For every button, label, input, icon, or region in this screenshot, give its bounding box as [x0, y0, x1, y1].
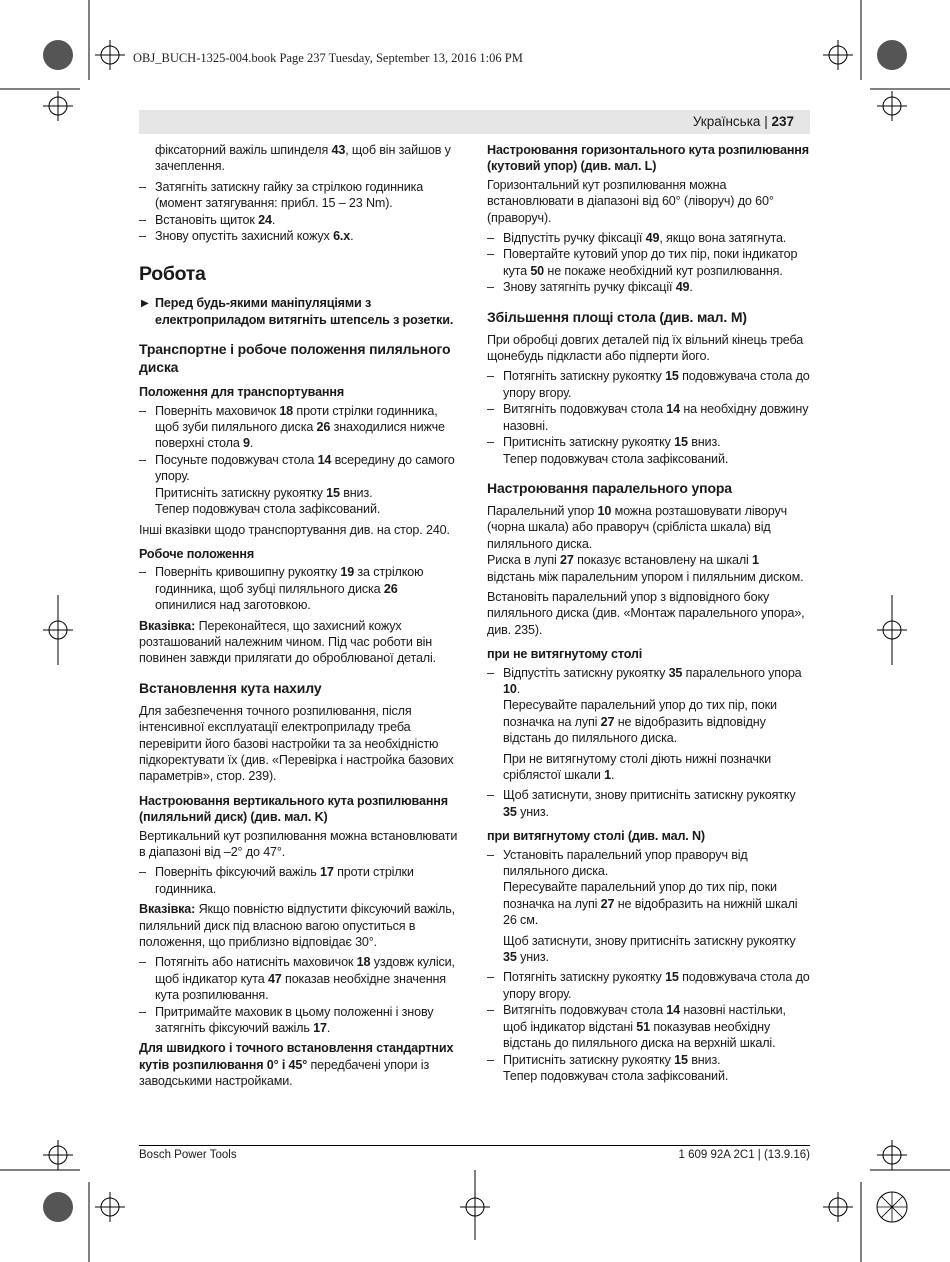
text-run: вниз.	[339, 485, 373, 500]
bold-text: 6.x	[333, 229, 351, 244]
bold-text: 47	[267, 971, 282, 986]
bold-text: 27	[560, 553, 574, 568]
text-run: .	[516, 681, 521, 696]
text-run: .	[350, 229, 354, 244]
bold-text: 50	[530, 263, 545, 278]
text-run: Притисніть затискну рукоятку	[503, 435, 675, 450]
footer-publisher: Bosch Power Tools	[139, 1149, 237, 1161]
text-run: на необхідну довжину назовні.	[503, 402, 809, 433]
text-run: назовні настільки, щоб індикатор відстані	[503, 1003, 786, 1034]
bold-text: 10	[597, 503, 612, 518]
text-run: проти стрілки годинника, щоб зуби пиляльного диска	[155, 403, 438, 435]
text-run: Повертайте кутовий упор до тих пір, поки індикатор кута	[503, 247, 798, 278]
text-run: проти стрілки годинника.	[155, 865, 414, 896]
text-run: паралельного упора	[682, 665, 802, 680]
text-run: подовжувача стола до упору вгору.	[503, 369, 810, 400]
text-run: .	[689, 280, 693, 295]
section-title: Робота	[139, 263, 206, 286]
text-run: Вертикальний кут розпилювання можна встановлювати в діапазоні від –2° до 47°.	[139, 828, 458, 859]
text-run: Для забезпечення точного розпилювання, після інтенсивної експлуатації електроприладу треба перевірити його базові настройки та за необхідністю підкоректувати їх (див. «Перевірка і настройка базових параметрів», стор. 239).	[139, 703, 454, 784]
text-run: Горизонтальний кут розпилювання можна встановлювати в діапазоні від 60° (ліворуч) до 60° (праворуч).	[487, 177, 774, 225]
bold-text: 14	[666, 1003, 681, 1018]
bold-text: 51	[636, 1019, 651, 1034]
bold-text: 15	[665, 970, 679, 985]
text-run: Переконайтеся, що захисний кожух розташований належним чином. Під час роботи він повинен завжди прилягати до оброблюваної деталі.	[139, 618, 437, 666]
text-run: Відпустіть ручку фіксації	[503, 231, 646, 246]
text-run: вниз.	[687, 1052, 721, 1067]
text-run: подовжувача стола до упору вгору.	[503, 970, 810, 1001]
text-run: показує встановлену на шкалі	[573, 553, 753, 568]
text-run: Потягніть затискну рукоятку	[503, 369, 666, 384]
text-run: При не витягнутому столі діють нижні позначки сріблястої шкали	[503, 751, 772, 782]
text-run: не відобразить на нижній шкалі 26 см.	[503, 896, 798, 928]
text-run: Затягніть затискну гайку за стрілкою годинника (момент затягування: прибл. 15 – 23 Nm).	[155, 179, 424, 211]
text-run: показав необхідне значення кута розпилювання.	[155, 971, 446, 1003]
bold-text: 15	[674, 1052, 688, 1067]
bold-text: 43	[331, 143, 346, 157]
text-run: Притисніть затискну рукоятку	[503, 1052, 675, 1067]
bold-text: 49	[675, 280, 690, 295]
text-run: Притримайте маховик в цьому положенні і знову затягніть фіксуючий важіль	[155, 1004, 434, 1036]
text-run: Щоб затиснути, знову притисніть затискну рукоятку	[503, 933, 796, 948]
text-run: Тепер подовжувач стола зафіксований.	[503, 451, 729, 466]
bold-text: 17	[313, 1021, 327, 1036]
text-run: Пересувайте паралельний упор до тих пір, поки позначка на лупі	[503, 880, 777, 911]
text-run: .	[610, 768, 615, 782]
subsection-heading: при витягнутому столі (див. мал. N)	[487, 829, 705, 844]
bold-text: 35	[503, 950, 517, 965]
text-run: Поверніть маховичок	[155, 403, 280, 418]
text-run: Риска в лупі	[487, 553, 561, 568]
bold-text: 24	[258, 212, 272, 227]
bold-text: 35	[503, 804, 517, 819]
subsection-heading: Положення для транспортування	[139, 385, 345, 400]
subsection-heading: Настроювання горизонтального кута розпилювання (кутовий упор) (див. мал. L)	[487, 143, 809, 174]
bold-text: 14	[666, 402, 681, 417]
text-run: Відпустіть затискну рукоятку	[503, 665, 669, 680]
text-run: Пересувайте паралельний упор до тих пір, поки позначка на лупі	[503, 698, 777, 729]
header-separator: |	[764, 114, 768, 129]
text-run: фіксаторний важіль шпинделя	[155, 143, 332, 157]
text-run: відстань між паралельним упором і пиляльним диском.	[487, 569, 804, 584]
subsection-heading: Настроювання вертикального кута розпилювання (пиляльний диск) (див. мал. K)	[139, 793, 448, 825]
text-run: Щоб затиснути, знову притисніть затискну рукоятку	[503, 788, 796, 803]
header-page-number: 237	[771, 114, 794, 129]
text-run: униз.	[516, 804, 549, 819]
bold-text: 15	[674, 435, 688, 450]
text-run: Посуньте подовжувач стола	[155, 452, 318, 467]
text-run: знаходилися нижче поверхні стола	[155, 420, 445, 451]
bold-text: 18	[279, 403, 294, 418]
bold-text: 10	[503, 681, 517, 696]
bold-text: Вказівка:	[139, 902, 196, 917]
text-run: не покаже необхідний кут розпилювання.	[544, 263, 783, 278]
text-run: Поверніть фіксуючий важіль	[155, 865, 321, 880]
subsection-heading: при не витягнутому столі	[487, 647, 643, 662]
bold-text: 26	[383, 581, 398, 596]
bold-text: 1	[604, 768, 611, 782]
bold-text: Вказівка:	[139, 618, 196, 633]
warning-triangle-icon: ▶	[141, 298, 149, 310]
text-run: можна розташовувати ліворуч (чорна шкала) або праворуч (сріблiста шкала) від пиляльного диска.	[487, 503, 788, 551]
text-run: Паралельний упор	[487, 503, 598, 518]
text-run: .	[271, 212, 276, 227]
text-run: .	[249, 436, 254, 451]
text-run: передбачені упори із заводськими настройками.	[139, 1057, 430, 1089]
text-run: Поверніть кривошипну рукоятку	[155, 565, 341, 580]
bold-text: Для швидкого і точного встановлення стандартних кутів розпилювання 0° і 45°	[139, 1041, 454, 1072]
text-run: Притисніть затискну рукоятку	[155, 485, 327, 500]
text-run: Тепер подовжувач стола зафіксований.	[503, 1068, 729, 1083]
text-run: , щоб він зайшов у зачеплення.	[155, 143, 451, 174]
bold-text: 27	[600, 714, 615, 729]
bold-text: 9	[243, 436, 250, 451]
text-run: Знову затягніть ручку фіксації	[503, 280, 676, 295]
bold-text: 35	[668, 665, 683, 680]
bold-text: 17	[320, 865, 334, 880]
print-header: OBJ_BUCH-1325-004.book Page 237 Tuesday, September 13, 2016 1:06 PM	[133, 51, 523, 65]
text-run: Інші вказівки щодо транспортування див. на стор. 240.	[139, 522, 450, 537]
text-run: Встановіть паралельний упор з відповідного боку пиляльного диска (див. «Монтаж паралельного упора», див. 235).	[487, 589, 805, 637]
bold-text: 1	[752, 553, 759, 568]
text-run: , якщо вона затягнута.	[659, 231, 787, 246]
bold-text: 27	[600, 896, 615, 911]
footer-doc-number: 1 609 92A 2C1 | (13.9.16)	[678, 1149, 810, 1161]
text-run: вниз.	[687, 435, 721, 450]
text-run: не відобразить відповідну відстань до пиляльного диска.	[503, 714, 766, 746]
header-language: Українська	[692, 114, 761, 129]
text-run: Витягніть подовжувач стола	[503, 402, 667, 417]
section-heading: Встановлення кута нахилу	[139, 679, 322, 696]
warning-text: Перед будь-якими маніпуляціями з електроприладом витягніть штепсель з розетки.	[155, 296, 454, 327]
text-run: Потягніть затискну рукоятку	[503, 970, 666, 985]
text-run: всередину до самого упору.	[155, 452, 455, 484]
bold-text: 19	[340, 565, 355, 580]
text-run: Якщо повністю відпустити фіксуючий важіль, пиляльний диск під власною вагою опуститься в положення, що приблизно відповідає 30°.	[139, 902, 455, 950]
text-run: Установіть паралельний упор праворуч від пиляльного диска.	[503, 847, 748, 879]
bold-text: 26	[316, 420, 331, 435]
text-run: показував необхідну відстань до пиляльного диска на верхній шкалі.	[503, 1019, 776, 1051]
text-run: Тепер подовжувач стола зафіксований.	[155, 502, 381, 517]
bold-text: 15	[665, 369, 679, 384]
text-run: Витягніть подовжувач стола	[503, 1003, 667, 1018]
text-run: При обробці довгих деталей під їх вільний кінець треба щонебудь підкласти або підперти його.	[487, 332, 804, 364]
section-heading: Транспортне і робоче положення пиляльного диска	[139, 341, 451, 376]
text-run: униз.	[516, 950, 549, 965]
text-run: Знову опустіть захисний кожух	[155, 229, 334, 244]
bold-text: 14	[317, 452, 332, 467]
text-run: .	[326, 1021, 331, 1036]
section-heading: Збільшення площі стола (див. мал. M)	[487, 308, 747, 325]
subsection-heading: Робоче положення	[139, 546, 255, 561]
bold-text: 18	[356, 955, 371, 970]
text-run: уздовж куліси, щоб індикатор кута	[155, 955, 455, 986]
text-run: за стрілкою годинника, щоб зубці пиляльного диска	[155, 565, 424, 596]
bold-text: 15	[326, 485, 340, 500]
text-run: Потягніть або натисніть маховичок	[155, 955, 357, 970]
section-heading: Настроювання паралельного упора	[487, 479, 732, 496]
text-run: опинилися над заготовкою.	[155, 598, 311, 613]
bold-text: 49	[645, 231, 660, 246]
text-run: Встановіть щиток	[155, 212, 259, 227]
